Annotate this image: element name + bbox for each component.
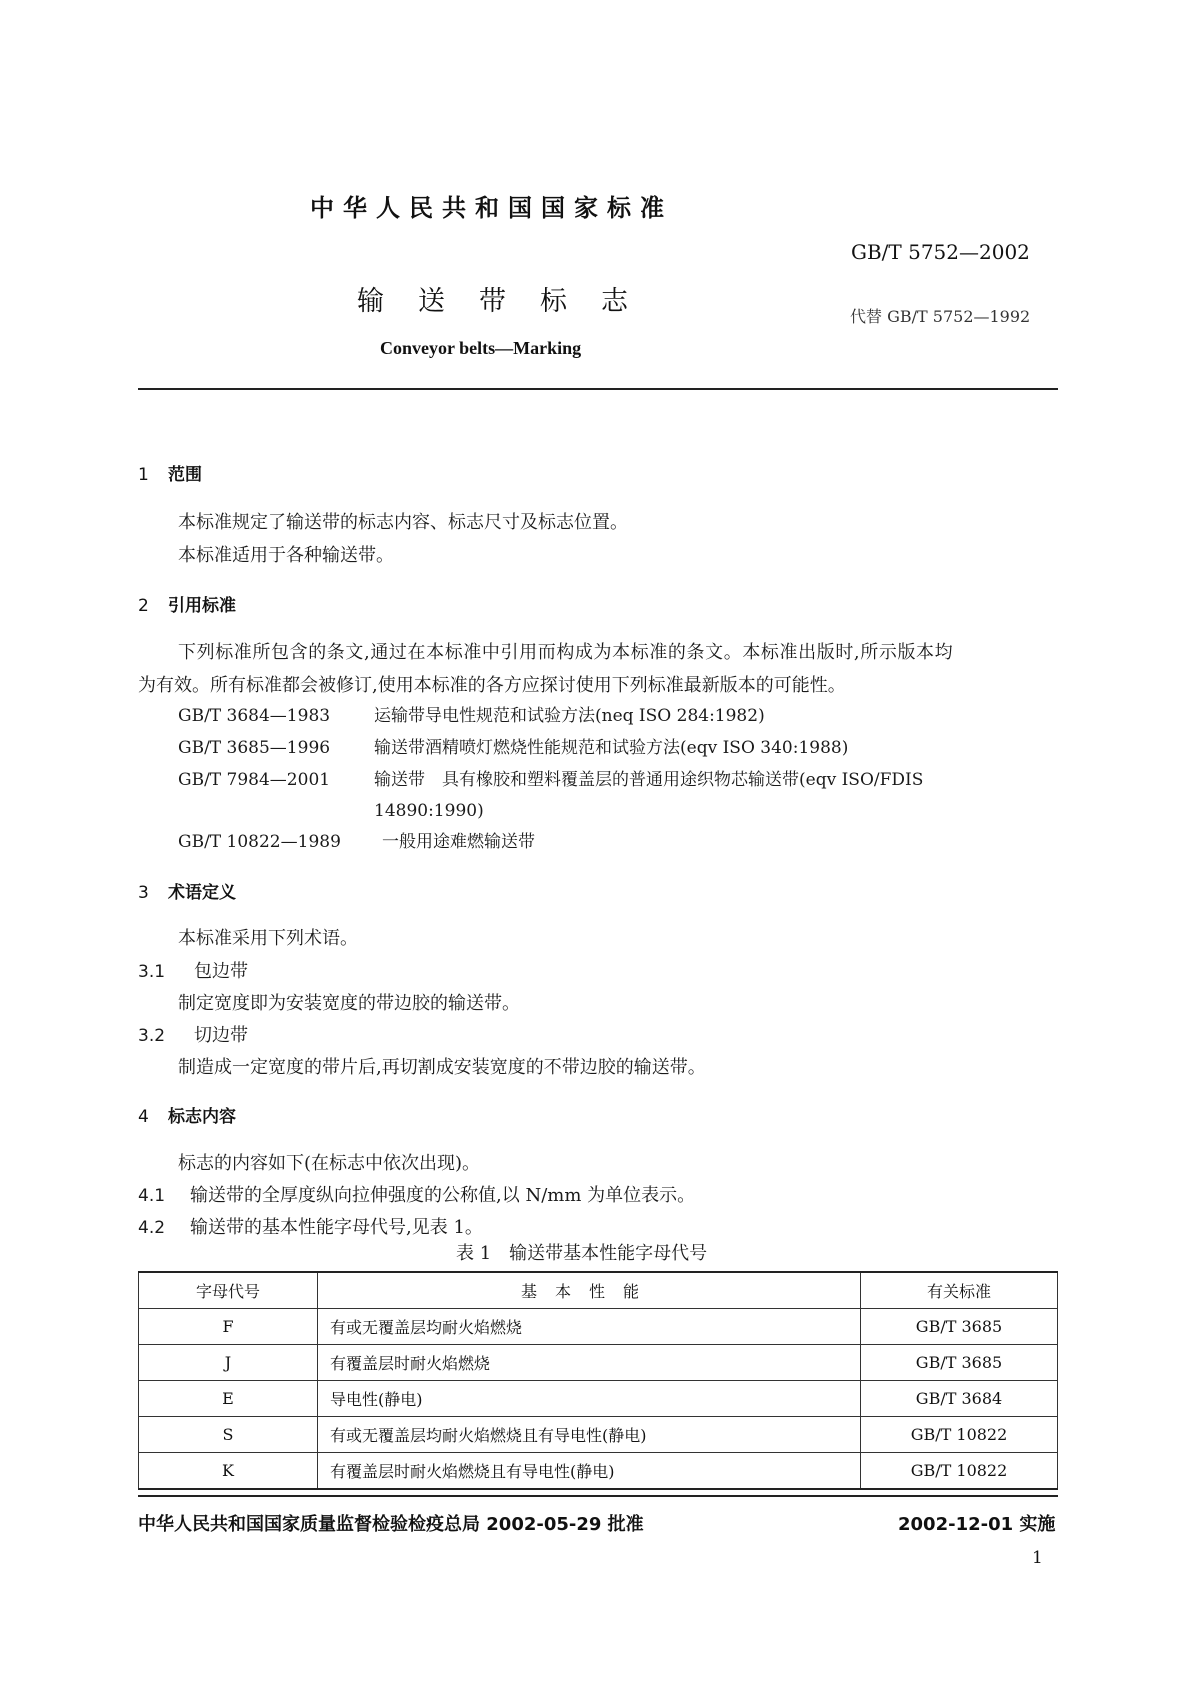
standard-cell: GB/T 3685 (861, 1309, 1058, 1345)
section-1-para-1: 本标准规定了输送带的标志内容、标志尺寸及标志位置。 (178, 512, 628, 533)
header-divider (138, 388, 1058, 390)
property-cell: 有或无覆盖层均耐火焰燃烧 (318, 1309, 861, 1345)
section-1-heading: 1 范围 (138, 465, 202, 485)
section-4-para: 标志的内容如下(在标志中依次出现)。 (178, 1153, 481, 1174)
column-header: 有关标准 (861, 1272, 1058, 1309)
reference-title: 输送带酒精喷灯燃烧性能规范和试验方法(eqv ISO 340:1988) (374, 738, 849, 758)
term-3-2: 3.2 切边带 (138, 1025, 248, 1046)
table-row (139, 1417, 1058, 1453)
item-4-2: 4.2 输送带的基本性能字母代号,见表 1。 (138, 1217, 483, 1238)
section-3-para: 本标准采用下列术语。 (178, 928, 358, 949)
letter-code-cell: S (139, 1417, 318, 1453)
table-header-row (139, 1272, 1058, 1309)
property-cell: 有覆盖层时耐火焰燃烧 (318, 1345, 861, 1381)
section-2-para-line-2: 为有效。所有标准都会被修订,使用本标准的各方应探讨使用下列标准最新版本的可能性。 (138, 675, 846, 696)
letter-code-cell: J (139, 1345, 318, 1381)
page-number: 1 (1032, 1548, 1043, 1568)
property-cell: 有或无覆盖层均耐火焰燃烧且有导电性(静电) (318, 1417, 861, 1453)
term-3-1: 3.1 包边带 (138, 961, 248, 982)
section-2-heading: 2 引用标准 (138, 596, 236, 616)
standard-cell: GB/T 3684 (861, 1381, 1058, 1417)
table-row (139, 1309, 1058, 1345)
table-row (139, 1345, 1058, 1381)
reference-title-continued: 14890:1990) (374, 801, 484, 821)
section-4-heading: 4 标志内容 (138, 1107, 236, 1127)
section-1-para-2: 本标准适用于各种输送带。 (178, 545, 394, 566)
letter-code-cell: F (139, 1309, 318, 1345)
reference-item (178, 764, 923, 796)
replaces-standard: 代替 GB/T 5752—1992 (850, 307, 1031, 326)
issuing-body-title: 中华人民共和国国家标准 (310, 194, 673, 222)
standard-cell: GB/T 10822 (861, 1417, 1058, 1453)
section-3-heading: 3 术语定义 (138, 883, 236, 903)
term-3-2-definition: 制造成一定宽度的带片后,再切割成安装宽度的不带边胶的输送带。 (178, 1057, 706, 1078)
table-row (139, 1381, 1058, 1417)
column-header: 字母代号 (139, 1272, 318, 1309)
standard-number: GB/T 5752—2002 (851, 240, 1030, 264)
reference-item (178, 700, 765, 732)
term-3-1-definition: 制定宽度即为安装宽度的带边胶的输送带。 (178, 993, 520, 1014)
letter-code-cell: K (139, 1453, 318, 1490)
property-cell: 有覆盖层时耐火焰燃烧且有导电性(静电) (318, 1453, 861, 1490)
property-cell: 导电性(静电) (318, 1381, 861, 1417)
effective-date: 2002-12-01 实施 (898, 1514, 1056, 1535)
section-2-para-line-1: 下列标准所包含的条文,通过在本标准中引用而构成为本标准的条文。本标准出版时,所示版本均 (178, 642, 954, 663)
standard-title-cn: 输送带标志 (357, 286, 662, 317)
reference-title: 运输带导电性规范和试验方法(neq ISO 284:1982) (374, 706, 765, 726)
reference-code: GB/T 10822—1989 (178, 832, 341, 852)
approval-line: 中华人民共和国国家质量监督检验检疫总局 2002-05-29 批准 (138, 1514, 644, 1535)
standard-cell: GB/T 3685 (861, 1345, 1058, 1381)
letter-code-cell: E (139, 1381, 318, 1417)
reference-code: GB/T 3684—1983 (178, 706, 331, 726)
column-header: 基本性能 (318, 1272, 861, 1309)
reference-item (178, 732, 848, 764)
footer-divider (138, 1495, 1058, 1497)
reference-item (178, 826, 535, 858)
standard-cell: GB/T 10822 (861, 1453, 1058, 1490)
reference-code: GB/T 3685—1996 (178, 738, 331, 758)
table-1-caption: 表 1 输送带基本性能字母代号 (456, 1243, 708, 1264)
reference-code: GB/T 7984—2001 (178, 770, 331, 790)
item-4-1: 4.1 输送带的全厚度纵向拉伸强度的公称值,以 N/mm 为单位表示。 (138, 1185, 696, 1206)
standard-title-en: Conveyor belts—Marking (380, 338, 582, 358)
table-1 (138, 1271, 1058, 1490)
reference-title: 一般用途难燃输送带 (382, 832, 535, 852)
reference-title: 输送带 具有橡胶和塑料覆盖层的普通用途织物芯输送带(eqv ISO/FDIS (374, 770, 924, 790)
table-row (139, 1453, 1058, 1490)
